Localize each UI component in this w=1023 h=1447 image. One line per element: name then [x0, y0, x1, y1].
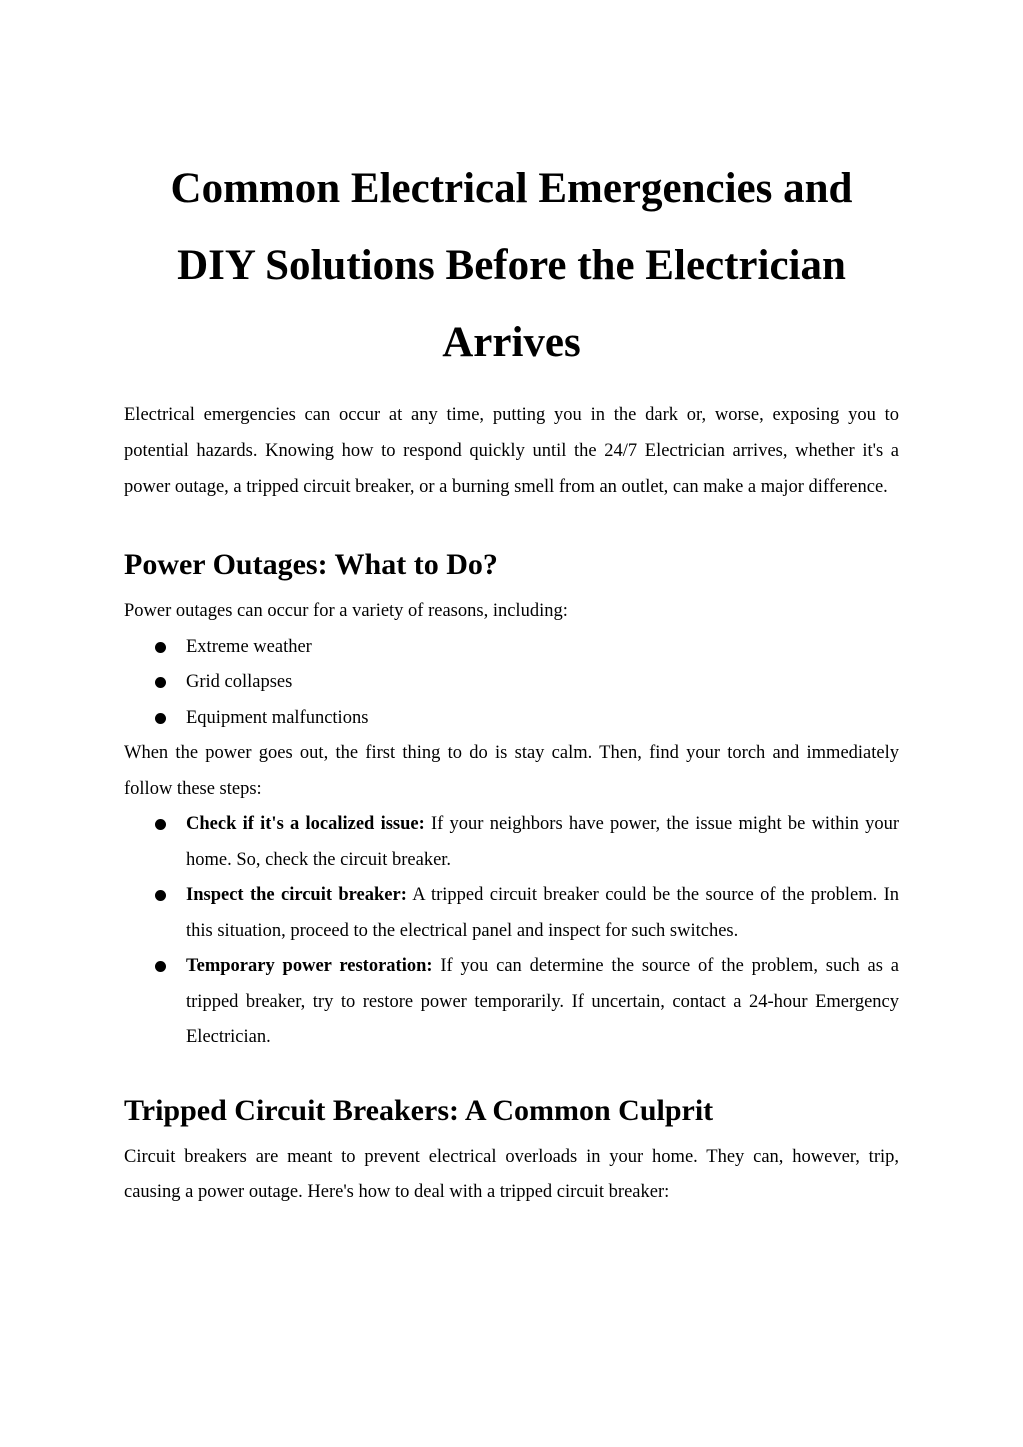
list-item: [124, 949, 899, 1056]
list-item-text: Grid collapses: [186, 672, 293, 692]
list-item: [124, 630, 899, 666]
step-label: Inspect the circuit breaker:: [186, 885, 407, 905]
list-item-text: Extreme weather: [186, 636, 312, 657]
list-item: [124, 665, 899, 701]
step-label: Check if it's a localized issue:: [186, 814, 425, 834]
title-line-1: Common Electrical Emergencies and: [170, 165, 853, 212]
outage-steps-list: [124, 807, 899, 1056]
section-heading-power-outages: Power Outages: What to Do?: [124, 548, 498, 581]
intro-paragraph: Electrical emergencies can occur at any time, putting you in the dark or, worse, exposing you to potential hazards. Knowing how to respond quickly until the 24/7 Electrician arrives, whether it's a power outage, a tripped circuit breaker, or a burning smell from an outlet, can make a major difference.: [124, 405, 899, 497]
list-item: [124, 807, 899, 878]
page-title: [124, 150, 899, 381]
tripped-breakers-lead: Circuit breakers are meant to prevent electrical overloads in your home. They can, however, trip, causing a power outage. Here's how to deal with a tripped circuit breaker:: [124, 1146, 899, 1202]
list-item: [124, 878, 899, 949]
section-heading-tripped-breakers: Tripped Circuit Breakers: A Common Culprit: [124, 1093, 714, 1127]
bullet-icon: [155, 890, 166, 901]
title-line-2: DIY Solutions Before the Electrician: [177, 242, 846, 289]
list-item-text: Equipment malfunctions: [186, 707, 369, 728]
outage-reasons-list: [124, 630, 899, 737]
step-text: If your neighbors have power, the issue might be within your home. So, check the circuit breaker.: [186, 814, 899, 870]
step-label: Temporary power restoration:: [186, 956, 433, 976]
document-page: [124, 150, 899, 1211]
bullet-icon: [155, 819, 166, 830]
list-item: [124, 701, 899, 737]
bullet-icon: [155, 642, 166, 653]
step-text: If you can determine the source of the problem, such as a tripped breaker, try to restore power temporarily. If uncertain, contact a 24-hour Emergency Electrician.: [186, 956, 899, 1047]
bullet-icon: [155, 713, 166, 724]
bullet-icon: [155, 961, 166, 972]
steps-intro-paragraph: When the power goes out, the first thing to do is stay calm. Then, find your torch and immediately follow these steps:: [124, 743, 899, 799]
power-outages-lead: Power outages can occur for a variety of reasons, including:: [124, 601, 568, 621]
title-line-3: Arrives: [442, 319, 581, 366]
bullet-icon: [155, 677, 166, 688]
step-text: A tripped circuit breaker could be the source of the problem. In this situation, proceed to the electrical panel and inspect for such switches.: [186, 885, 900, 941]
